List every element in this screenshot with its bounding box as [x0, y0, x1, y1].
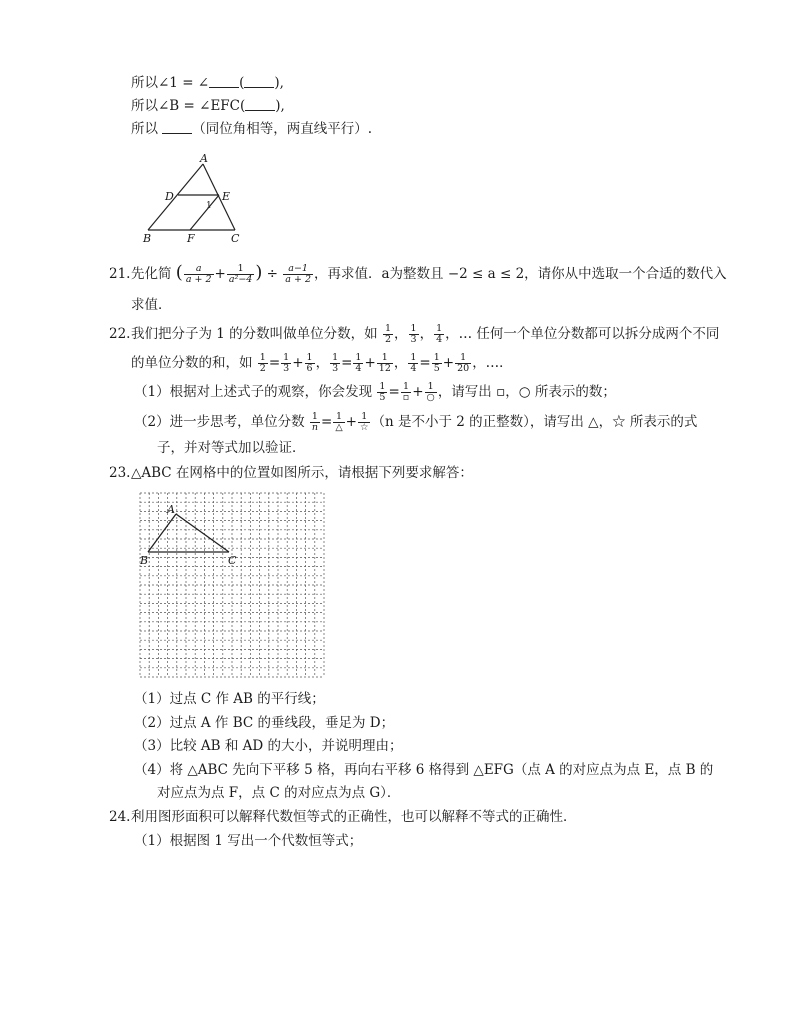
label-a: A: [200, 152, 208, 165]
q23-item-2: （2）过点 A 作 BC 的垂线段，垂足为 D；: [134, 715, 395, 731]
label-d: D: [165, 190, 174, 203]
answer-blank: [245, 98, 275, 111]
label-angle-1: 1: [206, 201, 212, 211]
q22-sub-2-cont: 子，并对等式加以验证．: [157, 440, 306, 456]
segment-ac: [176, 514, 229, 552]
q23-line-1: 23.△ABC 在网格中的位置如图所示，请根据下列要求解答：: [109, 465, 473, 481]
label-b: B: [143, 232, 152, 245]
proof-line-3: 所以 （同位角相等，两直线平行）.: [131, 121, 373, 137]
q21-line-2: 求值．: [131, 297, 172, 313]
fraction: $\frac{a}{a + 2}$: [185, 263, 212, 285]
segment-ab: [148, 164, 203, 230]
triangle-figure: [140, 150, 250, 245]
answer-blank: [209, 75, 239, 88]
label-f: F: [187, 232, 195, 245]
q22-line-2: 的单位分数的和，如 $\frac{1}{2}$ = $\frac{1}{3}$ + $\frac{1}{6}$ ， $\frac{1}{3}$ = $\frac{1}{4}$ + $\frac{1}{12}$ ， $\frac{1}{4}$ = $\frac{1}{5}$ + $\frac{1}{20}$ ，…．: [131, 352, 513, 374]
q23-item-1: （1）过点 C 作 AB 的平行线；: [134, 691, 325, 707]
fraction: $\frac{1}{\text{a²−4}}$: [228, 263, 253, 285]
segment-ac: [203, 164, 235, 230]
proof-line-2: 所以∠B = ∠EFC( ),: [131, 98, 285, 114]
q24-item-1: （1）根据图 1 写出一个代数恒等式；: [134, 833, 363, 849]
answer-blank: [162, 121, 192, 134]
fraction: $\frac{a-1}{a + 2}$: [285, 263, 311, 285]
label-c: C: [231, 232, 240, 245]
label-e: E: [222, 190, 231, 203]
segment-ab: [148, 514, 176, 552]
label-a: A: [167, 503, 175, 516]
q23-item-4-cont: 对应点为点 F，点 C 的对应点为点 G）．: [157, 785, 401, 801]
q23-item-3: （3）比较 AB 和 AD 的大小，并说明理由；: [134, 738, 403, 754]
grid-figure: [140, 493, 326, 678]
q21-line-1: 21.先化简 ( $\frac{a}{a + 2}$ + $\frac{1}{\text{a²−4}}$ ) ÷ $\frac{a-1}{a + 2}$ ，再求值．a为整数且 −2 ≤ a ≤ 2，请你从中选取一个合适的数代入: [109, 262, 727, 285]
q22-line-1: 22.我们把分子为 1 的分数叫做单位分数，如 $\frac{1}{2}$ ， $\frac{1}{3}$ ， $\frac{1}{4}$ ，… 任何一个单位分数都可以拆分成两个不同: [109, 323, 720, 345]
proof-line-1: 所以∠1 = ∠ ( ),: [131, 75, 284, 91]
q22-sub-2: （2）进一步思考，单位分数 $\frac{1}{n}$ = $\frac{1}{\triangle}$ + $\frac{1}{☆}$ （n 是不小于 2 的正整数），请写出 △，☆ 所表示的式: [134, 411, 698, 433]
q22-sub-1: （1）根据对上述式子的观察，你会发现 $\frac{1}{5}$ = $\frac{1}{▫}$ + $\frac{1}{○}$ ，请写出 ▫，○ 所表示的数；: [134, 381, 616, 403]
label-c: C: [228, 554, 237, 567]
q24-line-1: 24.利用图形面积可以解释代数恒等式的正确性，也可以解释不等式的正确性．: [109, 809, 577, 825]
label-b: B: [140, 554, 149, 567]
q23-item-4: （4）将 △ABC 先向下平移 5 格，再向右平移 6 格得到 △EFG（点 A 的对应点为点 E，点 B 的: [134, 762, 714, 778]
answer-blank: [244, 75, 274, 88]
segment-ef: [190, 195, 219, 230]
